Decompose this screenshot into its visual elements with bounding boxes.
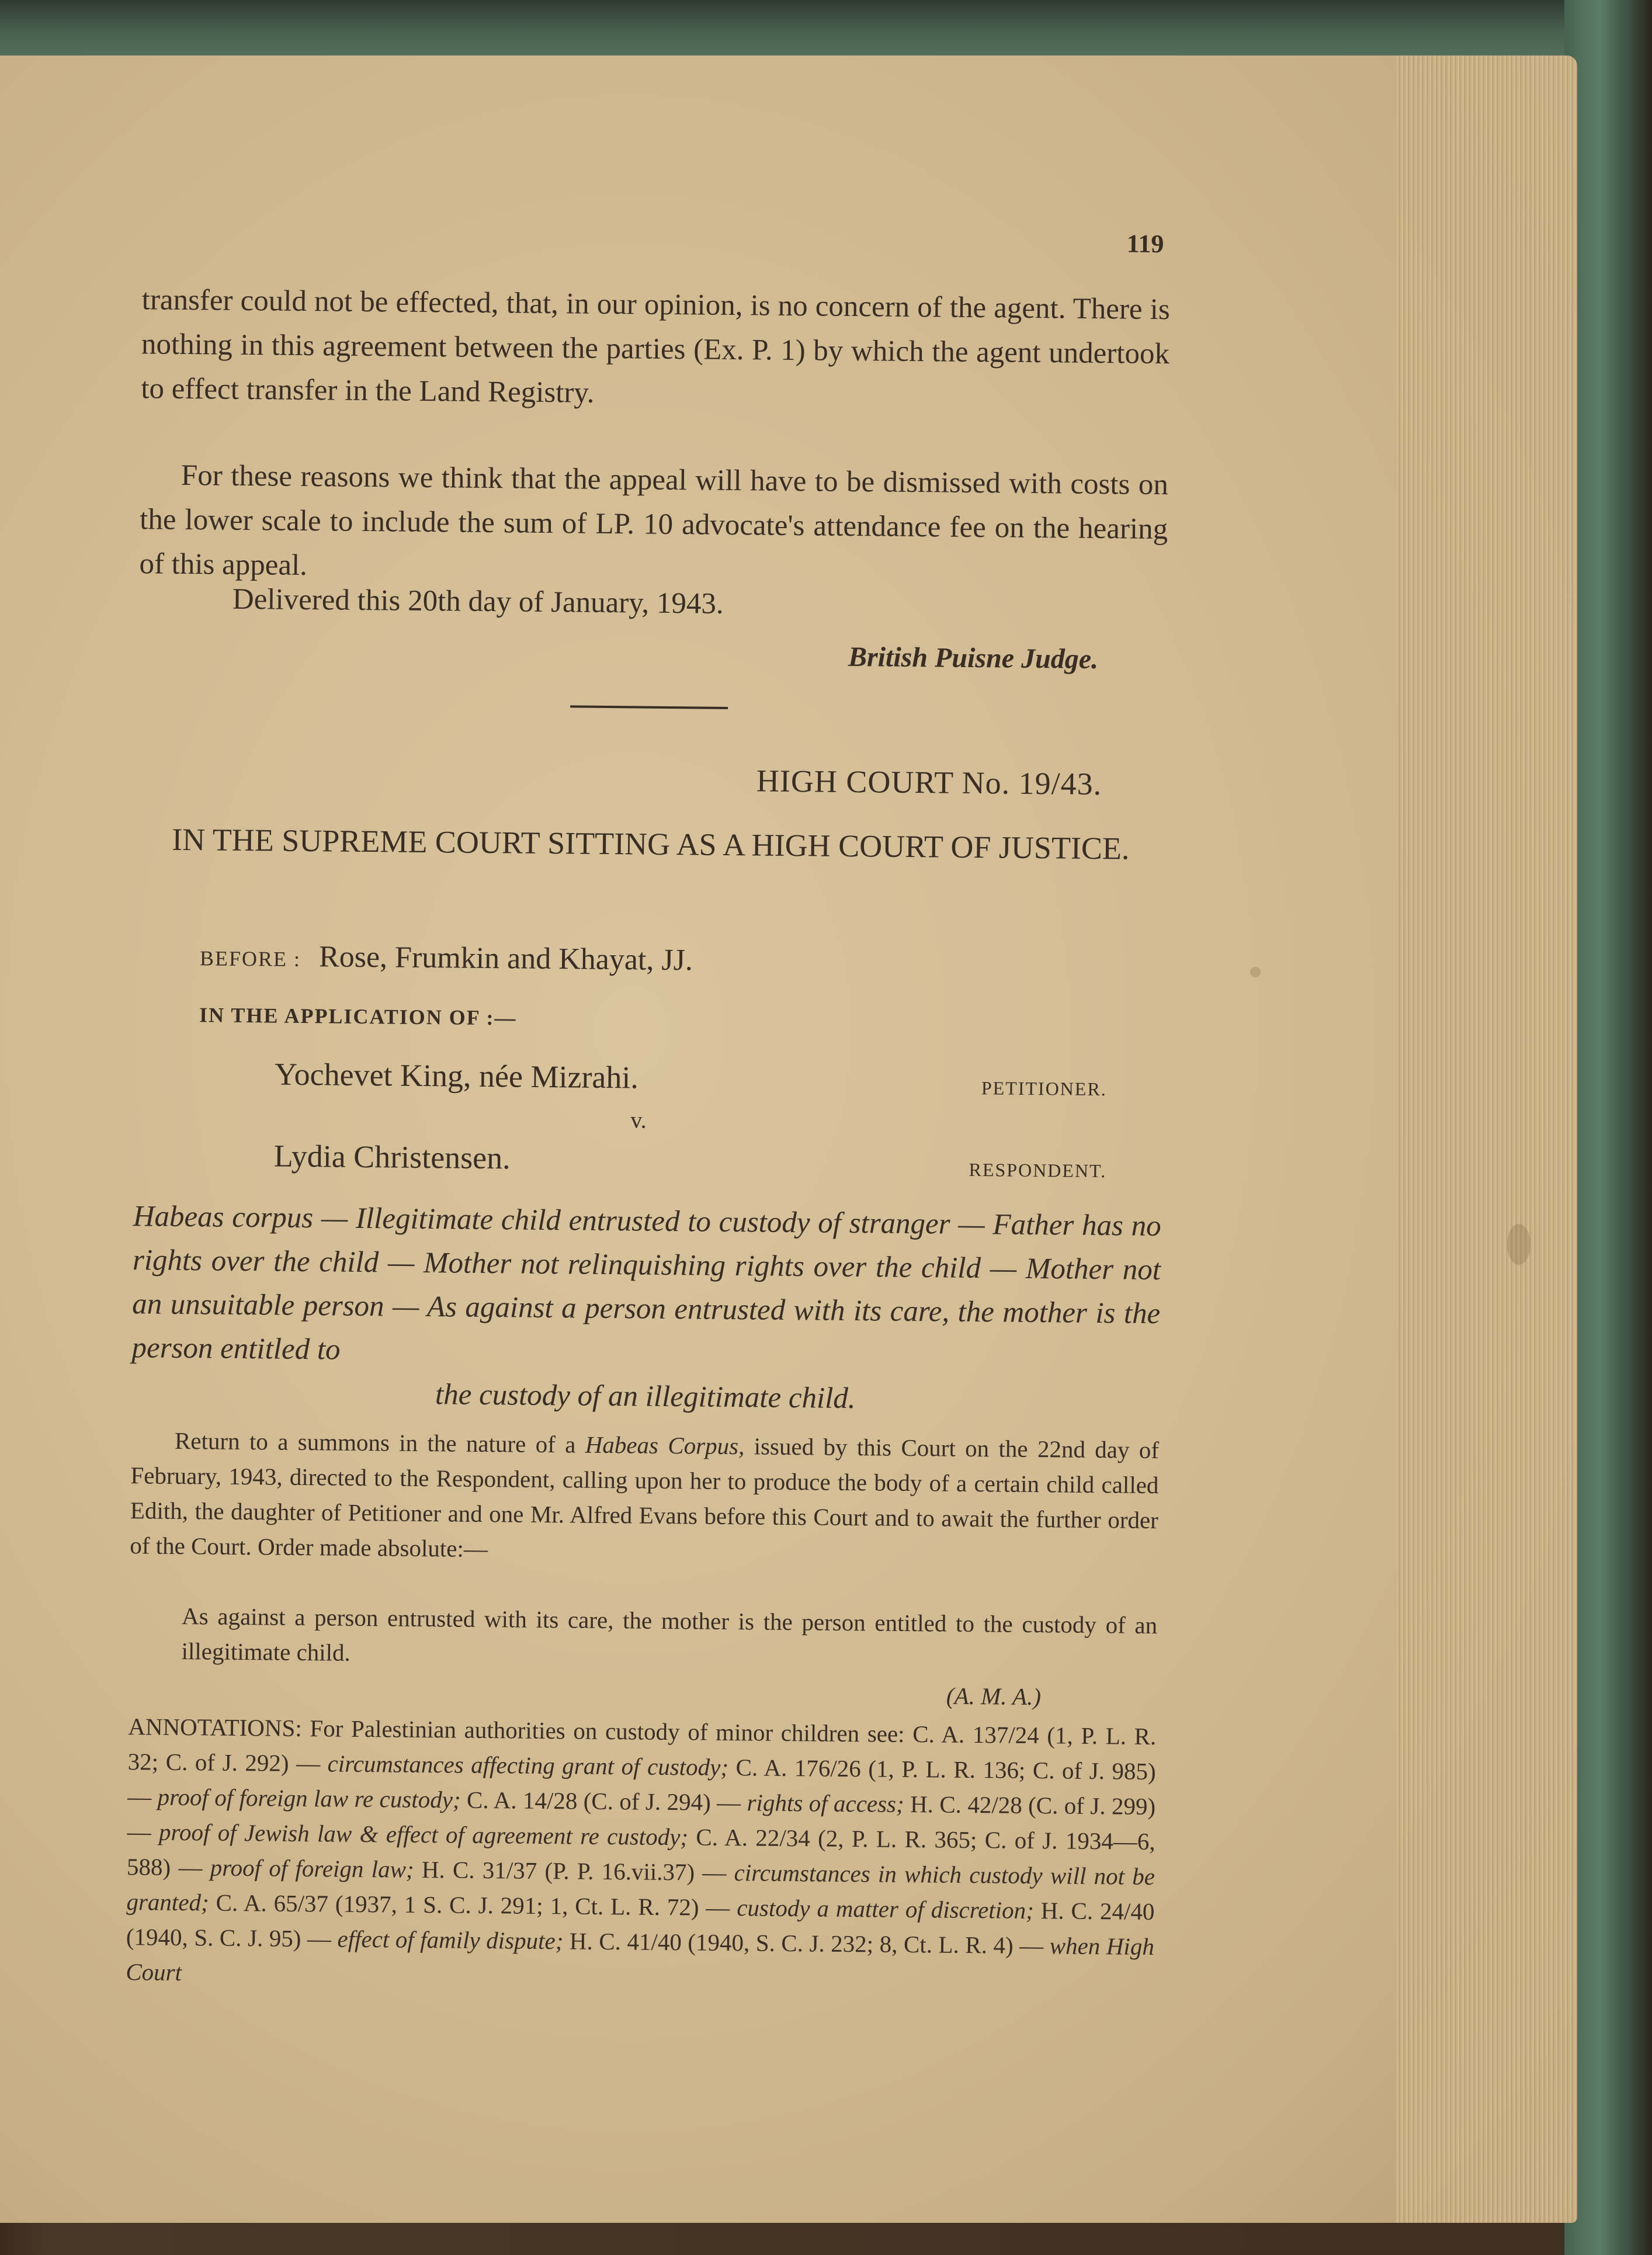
case-number: HIGH COURT No. 19/43.: [756, 763, 1102, 802]
annotation-segment: proof of foreign law;: [210, 1854, 414, 1883]
judgment-paragraph-2-text: For these reasons we think that the appeal will have to be dismissed with costs on the lower scale to include the sum of LP. 10 advocate's attendance fee on the hearing of this appeal.: [139, 459, 1169, 582]
headnote: [131, 1195, 1162, 1424]
summary-text-before: Return to a summons in the nature of a: [174, 1427, 585, 1458]
case-summary: [130, 1423, 1159, 1573]
annotation-segment: H. C. 31/37 (P. P. 16.vii.37) —: [414, 1855, 734, 1886]
annotation-segment: H. C. 42/28 (C. of J. 299) —: [127, 1790, 1156, 1845]
respondent-role: RESPONDENT.: [969, 1158, 1107, 1182]
annotation-segment: custody a matter of discretion;: [737, 1894, 1035, 1924]
judgment-paragraph-2: [139, 453, 1168, 596]
judge-signature: British Puisne Judge.: [848, 641, 1099, 675]
annotation-segment: H. C. 41/40 (1940, S. C. J. 232; 8, Ct. L. R. 4) —: [563, 1927, 1050, 1959]
bench-line: [200, 938, 693, 977]
holding: As against a person entrusted with its care, the mother is the person entitled to the custody of an illegitimate child.: [181, 1602, 1158, 1666]
annotation-segment: C. A. 14/28 (C. of J. 294) —: [460, 1786, 747, 1816]
annotation-segment: proof of Jewish law & effect of agreement re custody;: [158, 1818, 689, 1851]
annotation-segment: proof of foreign law re custody;: [157, 1783, 461, 1813]
judgment-paragraph-1: transfer could not be effected, that, in our opinion, is no concern of the agent. There is nothing in this agreement between the parties (Ex. P. 1) by which the agent undertook to effect transfer in the Land Registry.: [141, 283, 1170, 410]
application-label: IN THE APPLICATION OF :—: [199, 1003, 517, 1030]
annotation-segment: circumstances affecting grant of custody;: [327, 1750, 729, 1781]
annotation-segment: rights of access;: [747, 1789, 904, 1817]
court-heading: IN THE SUPREME COURT SITTING AS A HIGH COURT OF JUSTICE.: [172, 821, 1130, 866]
reporter-initials: (A. M. A.): [946, 1682, 1042, 1711]
headnote-last-line: the custody of an illegitimate child.: [435, 1378, 856, 1416]
versus: v.: [630, 1106, 647, 1133]
annotation-segment: effect of family dispute;: [337, 1925, 564, 1955]
annotation-segment: circumstances in which custody will not be granted;: [126, 1859, 1155, 1916]
annotation-segment: C. A. 176/26 (1, P. L. R. 136; C. of J. 985) —: [127, 1754, 1156, 1810]
page-number: 119: [1126, 229, 1164, 259]
annotation-segment: when High Court: [126, 1932, 1155, 1986]
before-label: BEFORE :: [199, 946, 301, 971]
summary-habeas-corpus: Habeas Corpus,: [585, 1431, 745, 1460]
delivery-date: Delivered this 20th day of January, 1943.: [232, 582, 724, 620]
annotation-segment: ANNOTATIONS: For Palestinian authorities on custody of minor children see: C. A. 137/24 (1, P. L. R. 32; C. of J. 292) —: [127, 1713, 1157, 1777]
headnote-body: Habeas corpus — Illegitimate child entrusted to custody of stranger — Father has no rights over the child — Mother not relinquishing rights over the child — Mother not an unsuitable person — As against a person entrusted with its care, the mother is the person entitled to: [131, 1200, 1161, 1366]
judges: Rose, Frumkin and Khayat, JJ.: [318, 940, 693, 977]
respondent-name: Lydia Christensen.: [273, 1138, 511, 1176]
case-summary-text: [130, 1423, 1159, 1573]
annotation-segment: C. A. 65/37 (1937, 1 S. C. J. 291; 1, Ct. L. R. 72) —: [209, 1889, 737, 1921]
book-cover-right: [1564, 0, 1652, 2255]
summary-text-after: issued by this Court on the 22nd day of February, 1943, directed to the Respondent, calling upon her to produce the body of a certain child called Edith, the daughter of Petitioner and one Mr. Alfred Evans before this Court and to await the further order of the Court. Order made absolute:—: [130, 1432, 1160, 1563]
petitioner-name: Yochevet King, née Mizrahi.: [274, 1056, 639, 1095]
page-edges: [1396, 55, 1577, 2223]
annotation-segment: C. A. 22/34 (2, P. L. R. 365; C. of J. 1934—6, 588) —: [126, 1823, 1155, 1881]
page-speck: [1250, 967, 1261, 977]
annotation-segment: H. C. 24/40 (1940, S. C. J. 95) —: [126, 1897, 1155, 1952]
page-stain: [1507, 1224, 1530, 1265]
annotations: [126, 1709, 1157, 1999]
petitioner-role: PETITIONER.: [981, 1077, 1107, 1100]
